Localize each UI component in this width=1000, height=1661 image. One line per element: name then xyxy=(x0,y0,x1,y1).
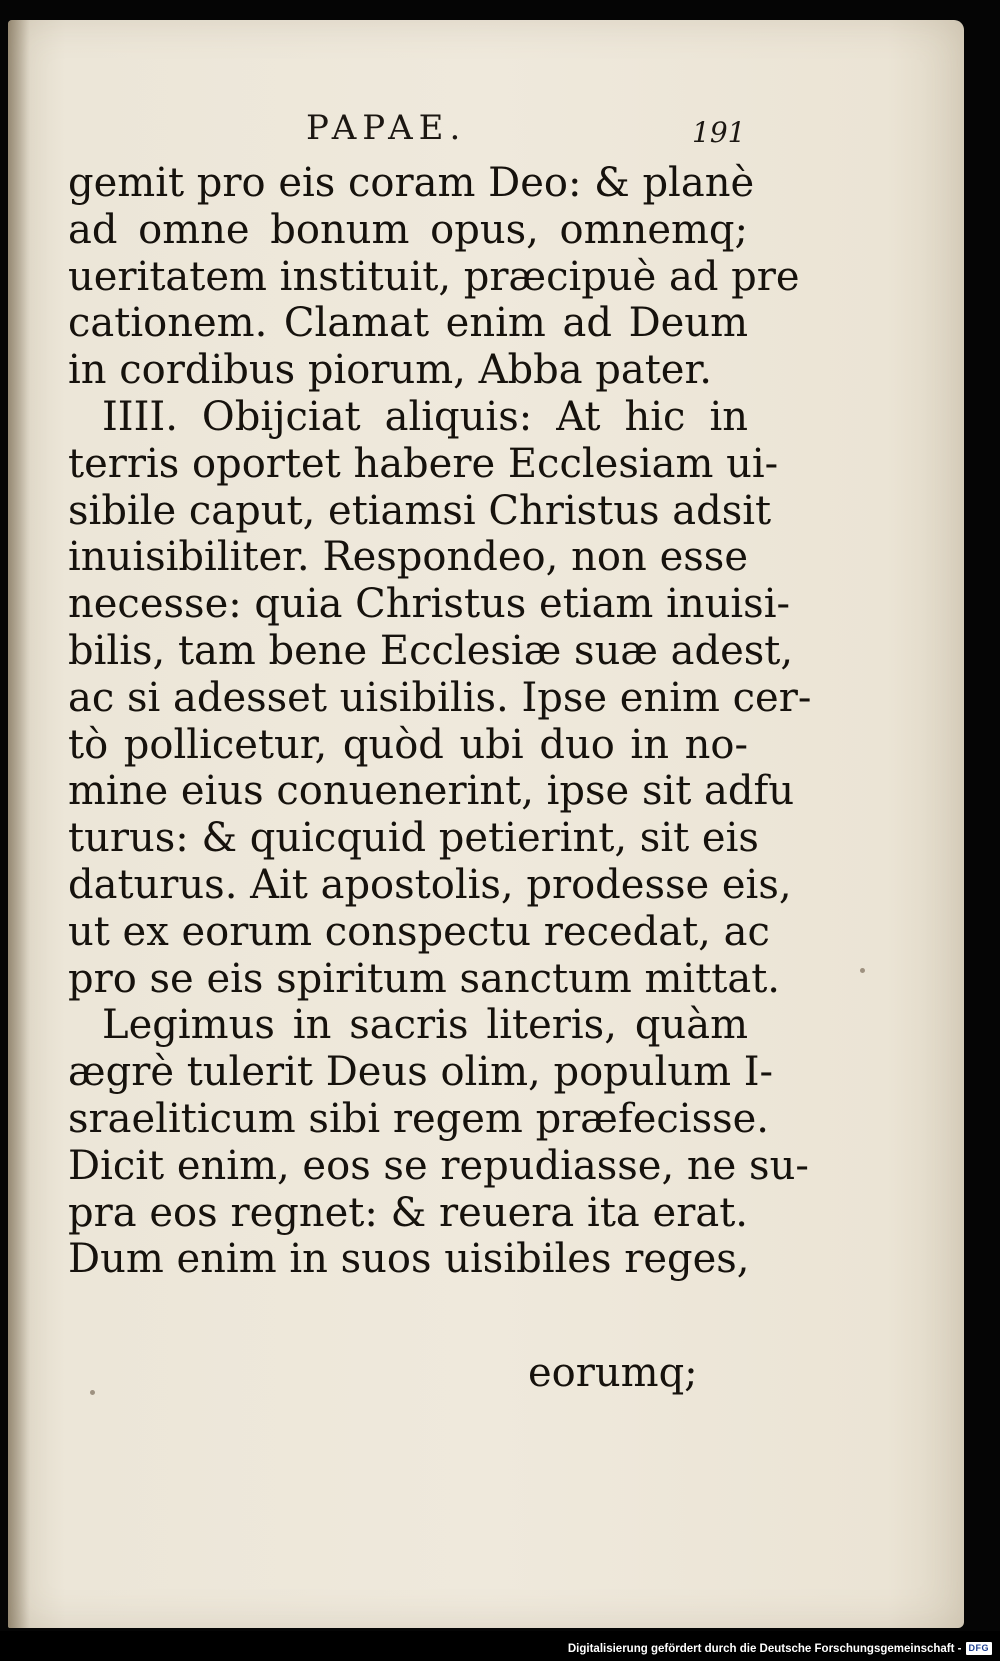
text-line: turus: & quicquid petierint, sit eis xyxy=(68,815,759,862)
text-line: bilis, tam bene Ecclesiæ suæ adest, xyxy=(68,627,794,674)
text-line: pra eos regnet: & reuera ita erat. xyxy=(68,1189,748,1236)
running-head: PAPAE. xyxy=(306,108,467,148)
text-line: sraeliticum sibi regem præfecisse. xyxy=(68,1095,770,1142)
footer-credit-text: Digitalisierung gefördert durch die Deutsche Forschungsgemeinschaft - xyxy=(567,1642,962,1655)
gutter-shadow xyxy=(8,20,30,1628)
text-line: in cordibus piorum, Abba pater. xyxy=(68,347,712,394)
body-text xyxy=(68,160,812,1283)
footer-credit xyxy=(568,1642,992,1655)
text-line: Dum enim in suos uisibiles reges, xyxy=(68,1236,750,1283)
text-line: daturus. Ait apostolis, prodesse eis, xyxy=(68,861,792,908)
text-line: mine eius conuenerint, ipse sit adfu xyxy=(68,768,795,815)
text-line: ueritatem instituit, præcipuè ad pre xyxy=(68,253,800,300)
margin-speck xyxy=(90,1390,95,1395)
margin-speck xyxy=(860,968,865,973)
text-line: cationem. Clamat enim ad Deum xyxy=(68,300,748,347)
text-line: tò pollicetur, quòd ubi duo in no- xyxy=(68,721,748,768)
text-line: sibile caput, etiamsi Christus adsit xyxy=(68,487,772,534)
text-line: terris oportet habere Ecclesiam ui- xyxy=(68,440,779,487)
footer-band xyxy=(0,1631,1000,1661)
text-line: pro se eis spiritum sanctum mittat. xyxy=(68,955,780,1002)
text-line: inuisibiliter. Respondeo, non esse xyxy=(68,534,748,581)
book-page xyxy=(8,20,964,1628)
text-line: Legimus in sacris literis, quàm xyxy=(102,1002,748,1049)
text-line: necesse: quia Christus etiam inuisi- xyxy=(68,581,791,628)
dfg-logo: DFG xyxy=(966,1642,993,1655)
page-number: 191 xyxy=(692,116,746,149)
text-line: ut ex eorum conspectu recedat, ac xyxy=(68,908,770,955)
text-line: IIII. Obijciat aliquis: At hic in xyxy=(102,393,748,440)
catchword: eorumq; xyxy=(528,1350,698,1396)
text-line: Dicit enim, eos se repudiasse, ne su- xyxy=(68,1142,809,1189)
text-line: ad omne bonum opus, omnemq; xyxy=(68,206,748,253)
text-line: ægrè tulerit Deus olim, populum I- xyxy=(68,1049,774,1096)
text-line: gemit pro eis coram Deo: & planè xyxy=(68,160,755,206)
text-line: ac si adesset uisibilis. Ipse enim cer- xyxy=(68,674,812,721)
